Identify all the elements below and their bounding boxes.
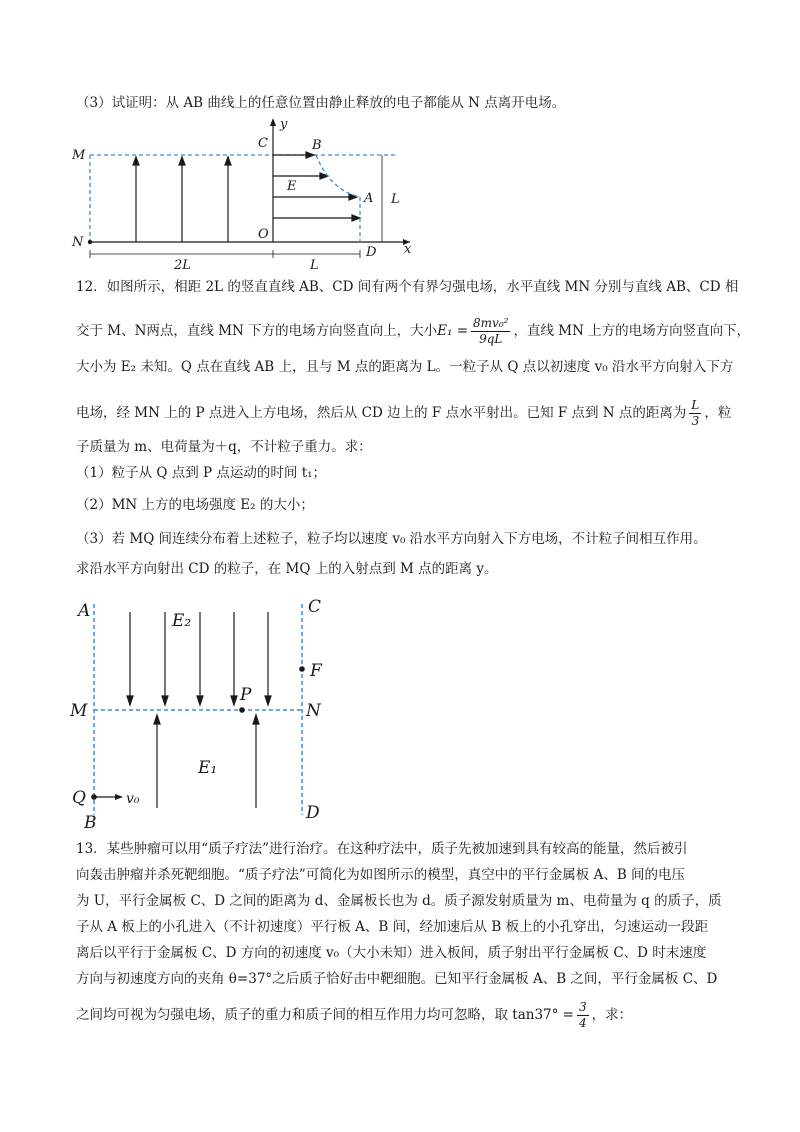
fig2-label-q: Q bbox=[72, 788, 86, 808]
fig1-label-d: D bbox=[366, 245, 377, 260]
fig2-label-c: C bbox=[308, 597, 322, 617]
fig2-down-arrowhead-4-icon bbox=[231, 696, 237, 705]
fig1-label-n: N bbox=[72, 235, 84, 250]
fig2-down-arrowhead-5-icon bbox=[265, 696, 271, 705]
q12-e1-symbol: E₁ = bbox=[437, 323, 469, 339]
q13-line3: 为 U，平行金属板 C、D 之间的距离为 d、金属板长也为 d。质子源发射质量为 m、电荷量为 q 的质子，质 bbox=[76, 893, 722, 909]
q12-l3-denominator: 3 bbox=[691, 414, 700, 428]
fig2-label-a: A bbox=[78, 601, 91, 621]
fig2-label-n: N bbox=[306, 701, 321, 721]
q13-line7-pre: 之间均可视为匀强电场，质子的重力和质子间的相互作用力均可忽略，取 tan37° = bbox=[76, 1007, 574, 1023]
fig2-label-e1: E₁ bbox=[198, 758, 218, 778]
q11-part3: （3）试证明：从 AB 曲线上的任意位置由静止释放的电子都能从 N 点离开电场。 bbox=[76, 95, 566, 111]
q13-line7-post: ，求： bbox=[591, 1007, 633, 1023]
fig2-f-point bbox=[299, 666, 305, 672]
fig2-v0-arrowhead-icon bbox=[115, 794, 123, 800]
fig1-label-x: x bbox=[404, 242, 412, 257]
q13-tan-fraction bbox=[577, 1000, 589, 1031]
fig2-up-arrowhead-2-icon bbox=[253, 715, 259, 724]
fig1-label-c: C bbox=[258, 136, 268, 151]
q12-part1: （1）粒子从 Q 点到 P 点运动的时间 t₁； bbox=[76, 465, 327, 481]
q12-part2: （2）MN 上方的电场强度 E₂ 的大小； bbox=[76, 497, 314, 513]
q12-line2-pre: 交于 M、N两点，直线 MN 下方的电场方向竖直向上，大小 bbox=[76, 323, 438, 339]
fig2-label-f: F bbox=[310, 661, 322, 681]
q12-e1-denominator: 9qL bbox=[479, 332, 503, 346]
q13-tan-numerator: 3 bbox=[579, 1000, 587, 1014]
fig2-down-arrowhead-1-icon bbox=[127, 696, 133, 705]
q12-line4-pre: 电场，经 MN 上的 P 点进入上方电场，然后从 CD 边上的 F 点水平射出。已知 F 点到 N 点的距离为 bbox=[76, 405, 687, 421]
fig2-label-v0: v₀ bbox=[126, 791, 140, 807]
q12-part3: （3）若 MQ 间连续分布着上述粒子，粒子均以速度 v₀ 沿水平方向射入下方电场，不计粒子间相互作用。 bbox=[76, 531, 707, 547]
fig2-label-m: M bbox=[70, 701, 88, 721]
q12-line5: 子质量为 m、电荷量为＋q，不计粒子重力。求： bbox=[76, 439, 372, 455]
fig2-label-b: B bbox=[84, 813, 97, 833]
fig2-up-arrowhead-1-icon bbox=[154, 715, 160, 724]
q12-line4-post: ，粒 bbox=[704, 405, 732, 421]
q12-part3b: 求沿水平方向射出 CD 的粒子，在 MQ 上的入射点到 M 点的距离 y。 bbox=[76, 561, 498, 577]
fig2-down-arrowhead-3-icon bbox=[197, 696, 203, 705]
q13-line2: 向轰击肿瘤并杀死靶细胞。“质子疗法”可简化为如图所示的模型，真空中的平行金属板 A、B 间的电压 bbox=[76, 867, 686, 883]
q12-line2-post: ，直线 MN 上方的电场方向竖直向下， bbox=[513, 323, 751, 339]
q12-line3: 大小为 E₂ 未知。Q 点在直线 AB 上，且与 M 点的距离为 L。一粒子从 Q 点以初速度 v₀ 沿水平方向射入下方 bbox=[76, 359, 734, 375]
q13-line5: 离后以平行于金属板 C、D 方向的初速度 v₀（大小未知）进入板间，质子射出平行金属板 C、D 时末速度 bbox=[76, 945, 707, 961]
fig1-label-o: O bbox=[258, 227, 269, 242]
q13-tan-denominator: 4 bbox=[579, 1016, 587, 1030]
q13-line4: 子从 A 板上的小孔进入（不计初速度）平行板 A、B 间，经加速后从 B 板上的小孔穿出，匀速运动一段距 bbox=[76, 919, 709, 935]
fig1-label-m: M bbox=[72, 148, 86, 163]
fig1-label-2l: 2L bbox=[174, 258, 191, 273]
fig1-label-e: E bbox=[287, 179, 297, 194]
fig1-label-l-bottom: L bbox=[310, 258, 319, 273]
fig2-label-p: P bbox=[240, 685, 252, 705]
fig2-p-point bbox=[239, 707, 245, 713]
fig2-q-point bbox=[91, 794, 97, 800]
q13-line6: 方向与初速度方向的夹角 θ=37°之后质子恰好击中靶细胞。已知平行金属板 A、B 之间，平行金属板 C、D bbox=[76, 971, 718, 987]
fig1-label-a: A bbox=[364, 191, 374, 206]
fig2-down-arrowhead-2-icon bbox=[162, 696, 168, 705]
q12-e1-numerator: 8mv₀² bbox=[473, 316, 509, 330]
fig1-label-l-side: L bbox=[391, 192, 400, 207]
fig2-label-e2: E₂ bbox=[172, 611, 192, 631]
q13-line7 bbox=[76, 1000, 632, 1031]
q13-line1: 13．某些肿瘤可以用“质子疗法”进行治疗。在这种疗法中，质子先被加速到具有较高的能量，然后被引 bbox=[76, 841, 688, 857]
fig2-label-d: D bbox=[306, 803, 320, 823]
q12-l3-numerator: L bbox=[691, 398, 700, 412]
fig1-label-y: y bbox=[280, 117, 288, 132]
q12-line1: 12．如图所示，相距 2L 的竖直直线 AB、CD 间有两个有界匀强电场，水平直线 MN 分别与直线 AB、CD 相 bbox=[76, 279, 739, 295]
fig1-label-b: B bbox=[312, 138, 322, 153]
